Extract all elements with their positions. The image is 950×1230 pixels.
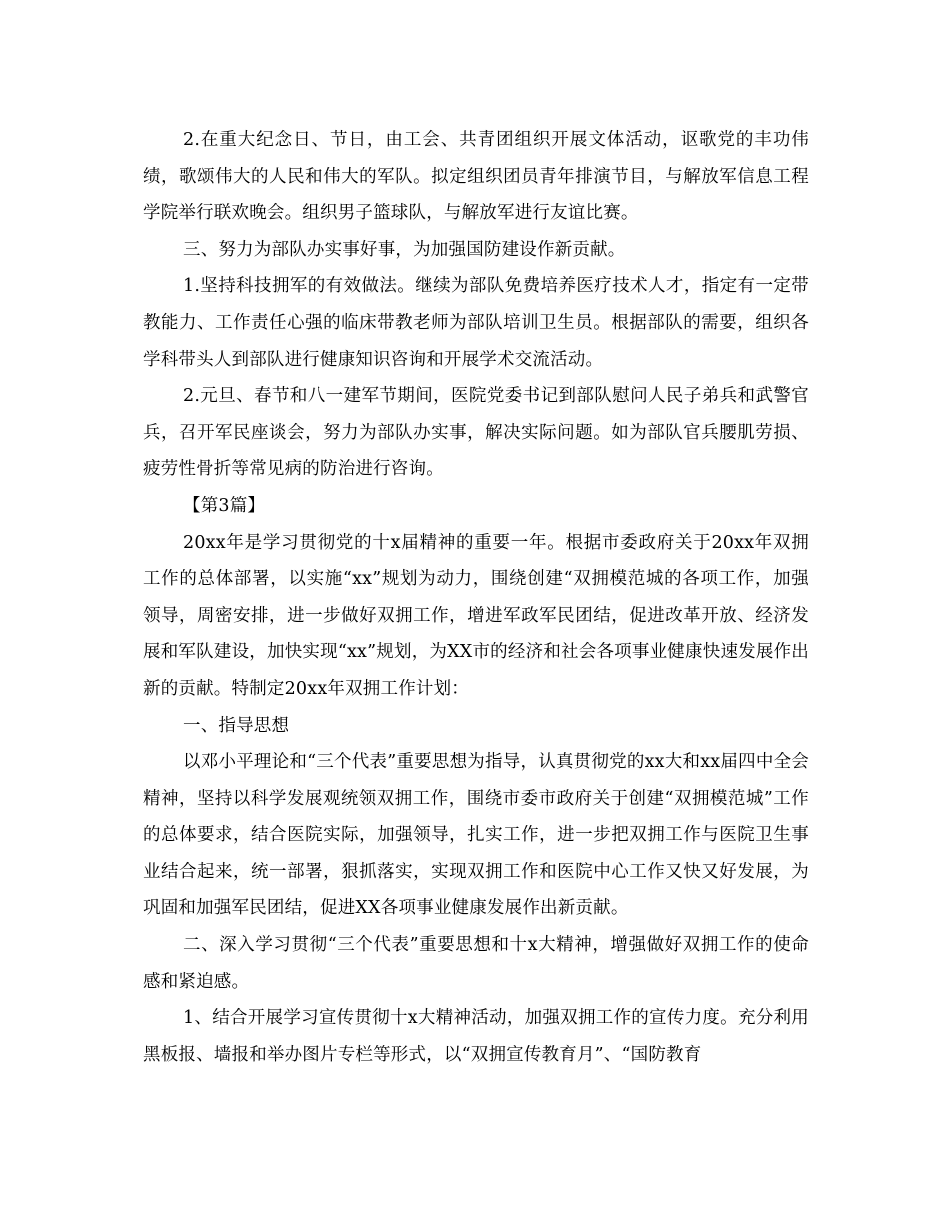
paragraph-tech-support: 1.坚持科技拥军的有效做法。继续为部队免费培养医疗技术人才，指定有一定带教能力、工作责任心强的临床带教老师为部队培训卫生员。根据部队的需要，组织各学科带头人到部队进行健康知识咨询和开展学术交流活动。 xyxy=(143,276,809,370)
paragraph-holiday-visit: 2.元旦、春节和八一建军节期间，医院党委书记到部队慰问人民子弟兵和武警官兵，召开军民座谈会，努力为部队办实事，解决实际问题。如为部队官兵腰肌劳损、疲劳性骨折等常见病的防治进行咨询。 xyxy=(143,386,809,480)
heading-study-implement: 二、深入学习贯彻“三个代表”重要思想和十x大精神，增强做好双拥工作的使命感和紧迫感。 xyxy=(143,935,809,992)
paragraph-intro-plan: 20xx年是学习贯彻党的十x届精神的重要一年。根据市委政府关于20xx年双拥工作的总体部署，以实施“xx”规划为动力，围绕创建“双拥模范城的各项工作，加强领导，周密安排，进一步做好双拥工作，增进军政军民团结，促进改革开放、经济发展和军队建设，加快实现“xx”规划，为XX市的经济和社会各项事业健康快速发展作出新的贡献。特制定20xx年双拥工作计划： xyxy=(143,532,809,699)
paragraph-activities: 2.在重大纪念日、节日，由工会、共青团组织开展文体活动，讴歌党的丰功伟绩，歌颂伟大的人民和伟大的军队。拟定组织团员青年排演节目，与解放军信息工程学院举行联欢晚会。组织男子篮球队，与解放军进行友谊比赛。 xyxy=(143,130,809,224)
heading-section-3: 三、努力为部队办实事好事，为加强国防建设作新贡献。 xyxy=(183,239,626,260)
paragraph-guiding-thought: 以邓小平理论和“三个代表”重要思想为指导，认真贯彻党的xx大和xx届四中全会精神，坚持以科学发展观统领双拥工作，围绕市委市政府关于创建“双拥模范城”工作的总体要求，结合医院实际，加强领导，扎实工作，进一步把双拥工作与医院卫生事业结合起来，统一部署，狠抓落实，实现双拥工作和医院中心工作又快又好发展，为巩固和加强军民团结，促进XX各项事业健康发展作出新贡献。 xyxy=(143,752,809,919)
document-page xyxy=(143,122,809,1073)
heading-guiding-thought: 一、指导思想 xyxy=(183,715,290,736)
article-heading-part-3: 【第3篇】 xyxy=(183,495,266,516)
paragraph-publicity: 1、结合开展学习宣传贯彻十x大精神活动，加强双拥工作的宣传力度。充分利用黑板报、墙报和举办图片专栏等形式，以“双拥宣传教育月”、“国防教育 xyxy=(143,1008,809,1065)
